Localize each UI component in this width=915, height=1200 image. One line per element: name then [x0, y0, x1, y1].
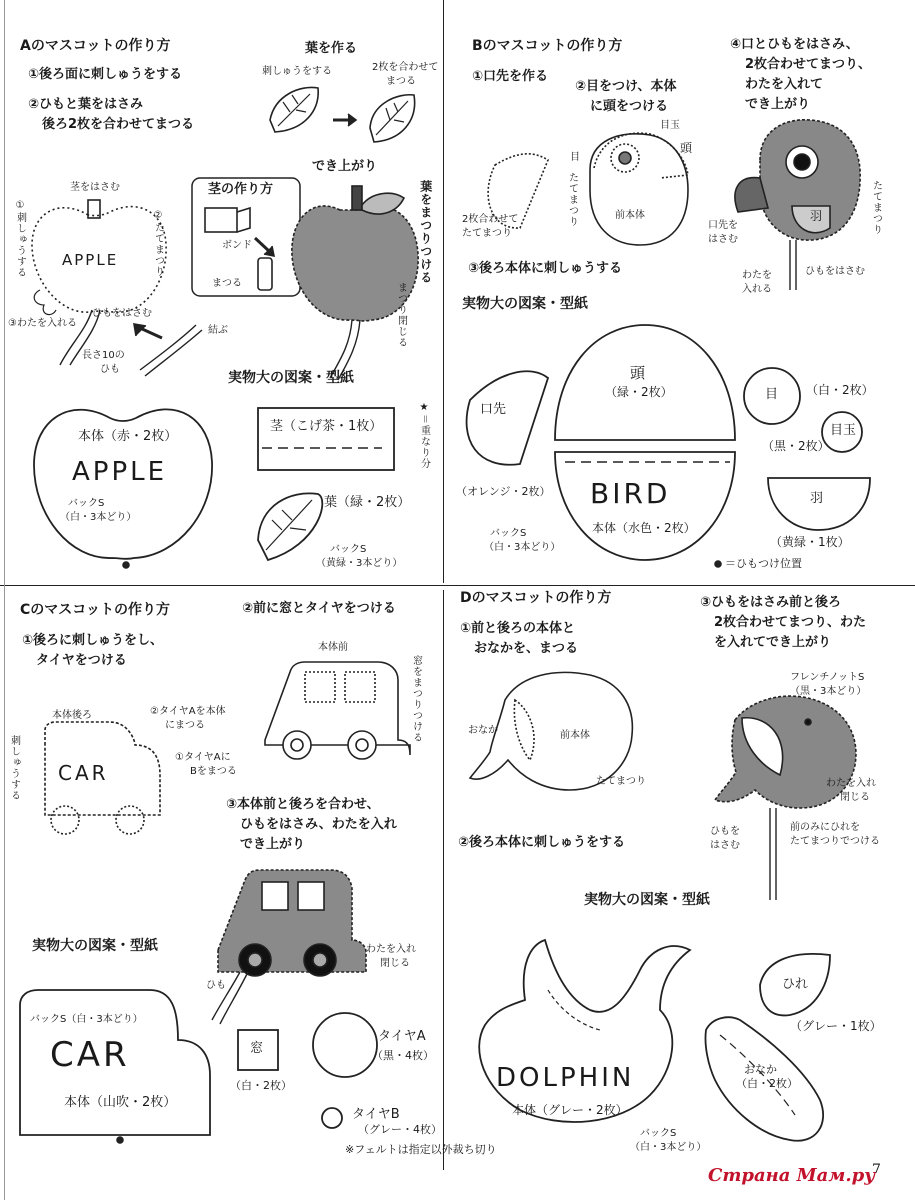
eyeball-pattern-color: （黒・2枚）: [762, 439, 830, 453]
wing-pattern-label: 羽: [810, 491, 824, 506]
dolphin-string-label-1: ひもを: [710, 826, 740, 837]
bird-blanket-vertical: たてまつり: [566, 172, 578, 227]
dolphin-step-belly: [514, 700, 534, 760]
length-label-2: ひも: [100, 364, 120, 375]
bird-string-dot: [715, 561, 721, 567]
apple-cotton: [34, 290, 56, 315]
string-insert-label: ひもをはさむ: [92, 308, 152, 319]
embroider-vertical: ①刺しゅうする: [14, 200, 26, 278]
leaf-pattern-label: 葉（緑・2枚）: [324, 495, 411, 510]
bird-eyeball-step: [619, 152, 631, 164]
section-c-step1-line1: ①後ろに刺しゅうをし、: [22, 633, 164, 648]
section-b-step2-line1: ②目をつけ、本体: [575, 79, 677, 94]
section-b-step4-line2: 2枚合わせてまつり、: [745, 57, 872, 72]
leaf-embroider-label: 刺しゅうをする: [262, 66, 332, 77]
beak-insert-label-2: はさむ: [708, 234, 738, 245]
fin-pattern-label: ひれ: [782, 977, 809, 992]
section-a-step1: ①後ろ面に刺しゅうをする: [28, 67, 183, 82]
leaf-attach-vertical: 葉をまつりつける: [418, 180, 433, 284]
b-pattern-title: 実物大の図案・型紙: [462, 296, 588, 312]
tireA-pattern-label: タイヤA: [378, 1029, 426, 1044]
overlap-vertical: ★＝重なり分: [418, 402, 430, 469]
tireA-pattern: [313, 1013, 377, 1077]
arrow-a3: [255, 238, 270, 252]
site-watermark: Страна Мам.ру: [708, 1165, 875, 1186]
section-b-step2-line2: に頭をつける: [590, 99, 669, 114]
bird-done-wing-label: 羽: [810, 209, 823, 223]
section-b-step3: ③後ろ本体に刺しゅうする: [468, 261, 623, 276]
section-d-step3-line1: ③ひもをはさみ前と後ろ: [700, 595, 842, 610]
apple-done-leaf: [362, 193, 404, 214]
apple-string-dot: [123, 562, 129, 568]
french-knot-label-1: フレンチノットS: [790, 672, 865, 683]
car-front-tire2: [348, 731, 376, 759]
beak-insert-label-1: 口先を: [708, 220, 738, 231]
felt-note: ※フェルトは指定以外裁ち切り: [345, 1143, 497, 1156]
head-pattern-label: 頭: [630, 364, 646, 382]
tireB-step-label-2: Bをまつる: [190, 766, 237, 777]
section-a-title: Aのマスコットの作り方: [20, 38, 171, 54]
eyeball-pattern-label: 目玉: [830, 423, 857, 438]
section-d-title: Dのマスコットの作り方: [460, 590, 612, 606]
car-cotton-label-2: 閉じる: [380, 958, 410, 969]
french-knot-label-2: （黒・3本どり）: [790, 686, 867, 697]
bird-front-body-label: 前本体: [615, 210, 645, 221]
leaf-make-title: 葉を作る: [305, 41, 358, 56]
dolphin-back-s: バックS: [640, 1128, 677, 1139]
bird-string-label: ひもをはさむ: [805, 266, 865, 277]
section-d-step3-line2: 2枚合わせてまつり、わた: [714, 615, 867, 630]
dolphin-white3: （白・3本どり）: [630, 1142, 707, 1153]
bird-back-s: バックS: [490, 528, 527, 539]
beak-pattern-label: 口先: [480, 402, 507, 417]
car-front-window1: [305, 672, 335, 702]
section-b-step1: ①口先を作る: [472, 69, 549, 84]
musubu-label: 結ぶ: [208, 325, 228, 336]
head-pattern-color: （緑・2枚）: [605, 385, 673, 399]
car-done-window1: [262, 882, 288, 910]
dolphin-cotton-label-2: 閉じる: [840, 792, 870, 803]
page-number: 7: [872, 1162, 881, 1178]
bird-done-eyeball: [794, 154, 810, 170]
window-pattern-label: 窓: [250, 1041, 264, 1056]
matsuru-label: まつる: [212, 278, 242, 289]
tireB-step-label-1: ①タイヤAに: [175, 752, 231, 763]
leaf-pattern: [258, 493, 322, 560]
stem-pattern-label: 茎（こげ茶・1枚）: [270, 419, 383, 434]
fin-pattern-color: （グレー・1枚）: [790, 1019, 882, 1033]
leaf-back-s: バックS: [330, 544, 367, 555]
leaf-thread: （黄緑・3本どり）: [316, 558, 403, 569]
bird-cotton-label-1: わたを: [742, 270, 772, 281]
length-label-1: 長さ10の: [82, 350, 125, 361]
car-back-tire2: [116, 806, 144, 834]
blanket-vertical: ②たてまつり: [152, 210, 164, 277]
section-c-step1-line2: タイヤをつける: [36, 653, 127, 668]
dolphin-pattern: [479, 940, 690, 1122]
dolphin-done-string: [770, 808, 776, 900]
apple-back-s: バックS: [68, 498, 105, 509]
belly-pattern-color: （白・2枚）: [736, 1077, 798, 1090]
arrow-a1-head: [348, 114, 356, 126]
wing-pattern-color: （黄緑・1枚）: [770, 535, 850, 549]
car-done-tire2-in: [313, 953, 327, 967]
car-front-window2: [345, 672, 375, 702]
fin-attach-label-2: たてまつりでつける: [790, 836, 880, 847]
apple-pattern-word: APPLE: [72, 457, 168, 487]
section-c-title: Cのマスコットの作り方: [20, 602, 170, 618]
dolphin-belly-step-label: おなか: [468, 725, 498, 736]
bird-pattern-word: BIRD: [590, 477, 671, 510]
section-a-step2-line1: ②ひもと葉をはさみ: [28, 97, 144, 112]
dolphin-blanket-label: たてまつり: [596, 776, 646, 787]
section-c-step2: ②前に窓とタイヤをつける: [242, 601, 396, 616]
section-d-step1-line2: おなかを、まつる: [474, 641, 579, 656]
beak-two-label-2: たてまつり: [462, 228, 512, 239]
car-body-pattern-label: 本体（山吹・2枚）: [64, 1095, 177, 1110]
apple-body-label: 本体（赤・2枚）: [78, 429, 178, 444]
bird-eye-label: 目: [570, 152, 580, 163]
beak-pattern-color: （オレンジ・2枚）: [456, 485, 551, 498]
section-b-step4-line4: でき上がり: [745, 97, 811, 112]
car-back-tire1: [51, 806, 79, 834]
bird-front-body: [590, 134, 688, 245]
tireA-step-label-1: ②タイヤAを本体: [150, 706, 226, 717]
bird-done-blanket-vertical: たてまつり: [870, 180, 882, 235]
bird-eyeball-label: 目玉: [660, 120, 680, 131]
bird-done-string: [790, 240, 796, 290]
stem-insert-label: 茎をはさむ: [70, 182, 120, 193]
stem-rolled: [258, 258, 272, 290]
dolphin-pattern-word: DOLPHIN: [496, 1063, 635, 1093]
stem-how-title: 茎の作り方: [208, 182, 274, 197]
car-string-dot: [117, 1137, 123, 1143]
dolphin-done-eye: [805, 719, 811, 725]
tireB-pattern-color: （グレー・4枚）: [358, 1123, 442, 1136]
leaf-two-label-2: まつる: [386, 76, 416, 87]
section-d-step3-line3: を入れてでき上がり: [714, 635, 832, 650]
stem-roll: [237, 208, 250, 232]
dolphin-front-step-label: 前本体: [560, 730, 590, 741]
a-pattern-title: 実物大の図案・型紙: [228, 370, 354, 386]
string-position-label: ＝ひもつけ位置: [725, 557, 802, 570]
leaf-two-label-1: 2枚を合わせて: [372, 62, 439, 73]
car-embroider-vertical: 刺しゅうする: [8, 735, 20, 801]
section-d-step2: ②後ろ本体に刺しゅうをする: [458, 835, 626, 850]
eye-pattern-label: 目: [765, 387, 779, 402]
bird-cotton-label-2: 入れる: [742, 284, 772, 295]
bird-head-label: 頭: [680, 141, 693, 155]
fin-attach-label-1: 前のみにひれを: [790, 822, 860, 833]
head-pattern: [555, 325, 735, 440]
section-c-step3-line2: ひもをはさみ、わたを入れ: [240, 817, 397, 832]
bird-white3: （白・3本どり）: [484, 542, 561, 553]
close-vertical: まつり閉じる: [395, 282, 407, 348]
car-front-tire1: [283, 731, 311, 759]
car-back-label: 本体後ろ: [52, 710, 92, 721]
window-pattern-color: （白・2枚）: [230, 1079, 292, 1092]
eye-pattern-color: （白・2枚）: [806, 383, 874, 397]
car-pattern-word: CAR: [50, 1035, 130, 1075]
tireA-pattern-color: （黒・4枚）: [372, 1049, 434, 1062]
bird-body-pattern-label: 本体（水色・2枚）: [592, 521, 696, 535]
apple-done-stem: [352, 186, 362, 210]
dolphin-done-body: [715, 696, 856, 808]
section-c-step3-line1: ③本体前と後ろを合わせ、: [226, 797, 380, 812]
bond-label: ボンド: [222, 240, 252, 251]
car-front-label: 本体前: [318, 642, 348, 653]
tireB-pattern: [322, 1108, 342, 1128]
apple-done-title: でき上がり: [312, 159, 378, 174]
car-done-tire1-in: [248, 953, 262, 967]
car-done-window2: [298, 882, 324, 910]
dolphin-cotton-label-1: わたを入れ: [826, 778, 876, 789]
dolphin-string-label-2: はさむ: [710, 840, 740, 851]
section-a-step2-line2: 後ろ2枚を合わせてまつる: [42, 117, 195, 132]
beak-two-label-1: 2枚合わせて: [462, 214, 519, 225]
car-back-s: バックS（白・3本どり）: [30, 1014, 143, 1025]
car-step-word: CAR: [58, 761, 109, 785]
stem-felt: [205, 208, 237, 232]
cotton-in-label: ③わたを入れる: [8, 318, 77, 329]
d-pattern-title: 実物大の図案・型紙: [584, 892, 710, 908]
window-attach-vertical: 窓をまつりつける: [410, 655, 422, 743]
apple-step-word: APPLE: [62, 251, 119, 269]
tireB-pattern-label: タイヤB: [352, 1107, 400, 1122]
beak-pattern: [467, 371, 548, 465]
stem-pattern: [258, 408, 394, 470]
section-b-step4-line3: わたを入れて: [745, 77, 824, 92]
apple-white3: （白・3本どり）: [60, 512, 137, 523]
section-d-step1-line1: ①前と後ろの本体と: [460, 621, 576, 636]
car-string-label: ひも: [206, 980, 226, 991]
car-cotton-label-1: わたを入れ: [366, 944, 416, 955]
dolphin-body-pattern-label: 本体（グレー・2枚）: [512, 1103, 628, 1117]
section-b-step4-line1: ④口とひもをはさみ、: [730, 37, 859, 52]
belly-pattern-label: おなか: [744, 1063, 777, 1076]
c-pattern-title: 実物大の図案・型紙: [32, 938, 158, 954]
section-b-title: Bのマスコットの作り方: [472, 38, 623, 54]
section-c-step3-line3: でき上がり: [240, 837, 306, 852]
arrow-a2: [140, 328, 162, 338]
tireA-step-label-2: にまつる: [165, 720, 205, 731]
